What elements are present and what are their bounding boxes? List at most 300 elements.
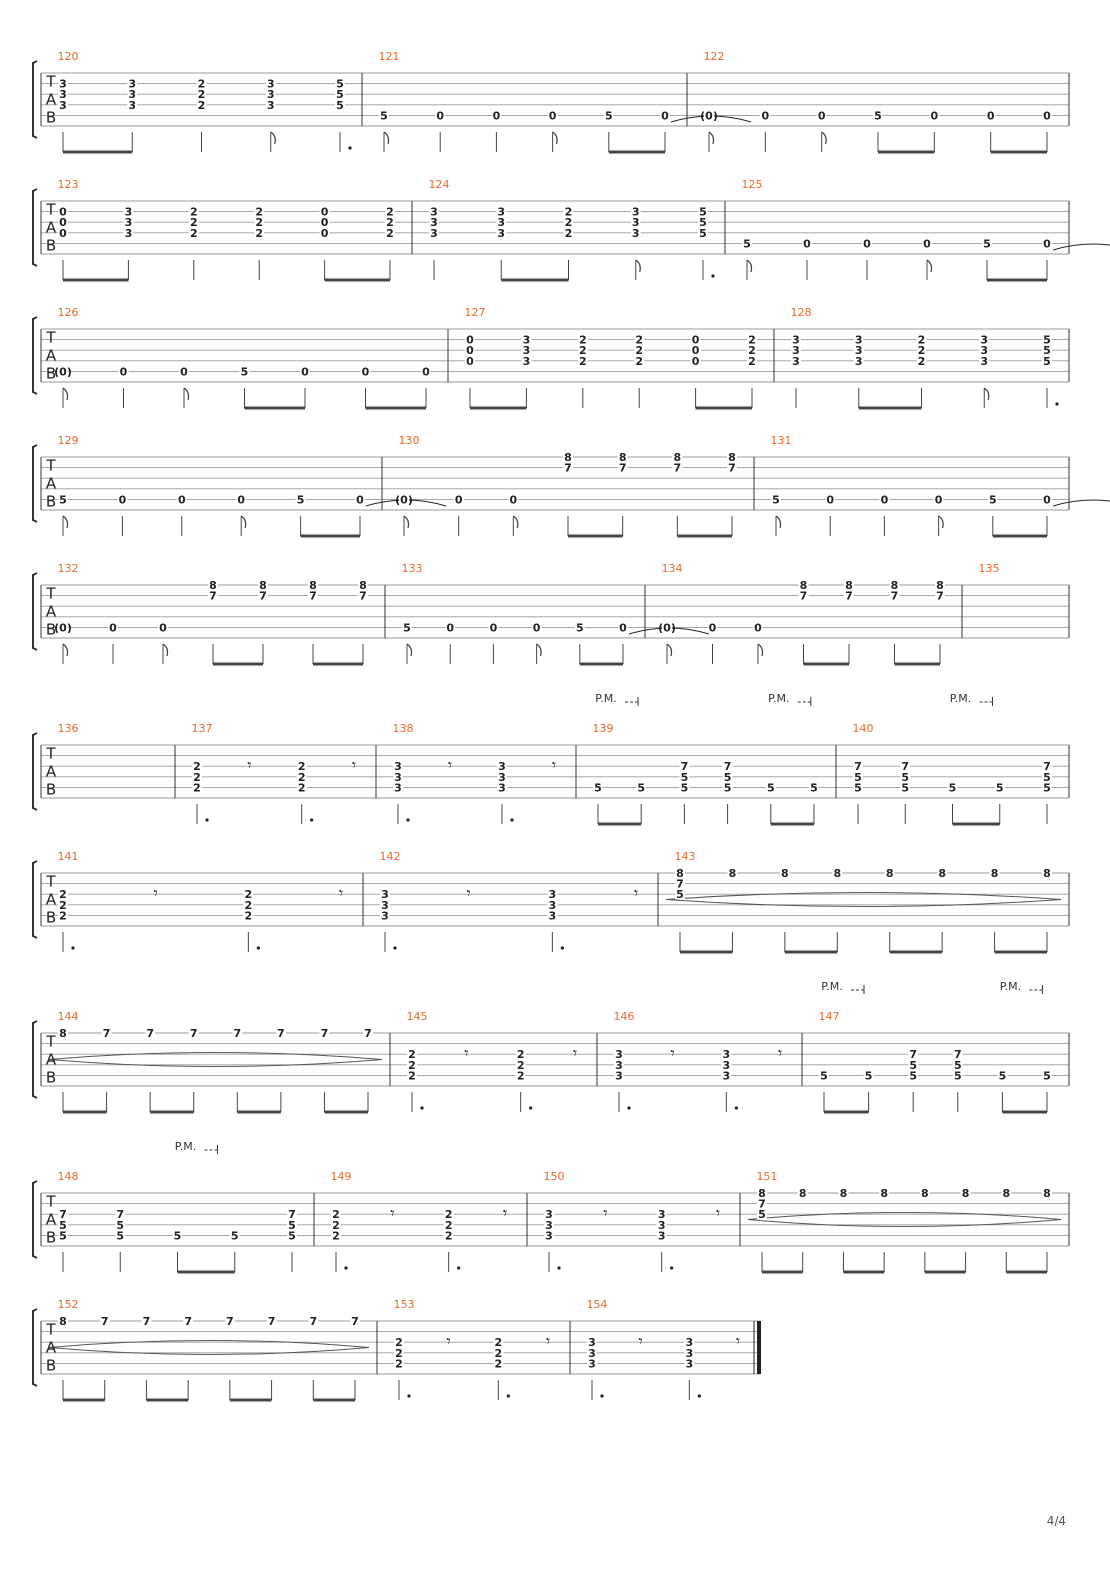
fret-number: 2 [332, 1218, 340, 1232]
fret-number: 0 [454, 493, 463, 507]
fret-number: 2 [408, 1058, 416, 1072]
fret-number: 5 [758, 1208, 766, 1222]
fret-number: 8 [728, 451, 736, 464]
fret-number: 0 [548, 109, 557, 123]
fret-number: 3 [381, 888, 389, 902]
fret-number: 5 [810, 781, 818, 795]
fret-number: 3 [631, 205, 640, 219]
fret-number: 8 [1002, 1187, 1011, 1200]
measure-number: 149 [330, 1170, 352, 1183]
fret-number: 7 [1043, 760, 1051, 774]
tab-clef-letter: A [45, 890, 57, 909]
fret-number: 2 [197, 98, 206, 112]
duration-dot [406, 818, 409, 821]
fret-number: 3 [588, 1336, 596, 1350]
system-bracket [33, 1021, 37, 1098]
eighth-rest: 𝄾 [735, 1331, 741, 1351]
fret-number: 5 [680, 770, 689, 784]
fret-number: 7 [142, 1315, 151, 1328]
fret-number: 3 [854, 333, 863, 347]
fret-number: 0 [436, 109, 445, 123]
fret-number: 8 [1043, 867, 1051, 880]
fret-number: (0) [700, 109, 718, 123]
fret-number: 0 [422, 365, 430, 379]
eighth-flag [667, 644, 672, 656]
fret-number: 8 [890, 579, 899, 592]
sustain-curve [49, 1053, 382, 1060]
eighth-rest: 𝄾 [338, 883, 344, 903]
fret-number: 0 [986, 109, 995, 123]
fret-number: 2 [635, 344, 644, 358]
fret-number: 8 [845, 579, 853, 592]
fret-number: 7 [845, 589, 853, 603]
fret-number: 8 [359, 579, 367, 592]
eighth-flag [404, 516, 409, 528]
duration-dot [507, 1394, 510, 1397]
fret-number: 5 [336, 98, 344, 112]
fret-number: 3 [266, 88, 275, 102]
fret-number: 7 [288, 1208, 296, 1222]
measure-number: 121 [378, 50, 400, 63]
duration-dot [205, 818, 208, 821]
eighth-rest: 𝄾 [633, 883, 639, 903]
fret-number: 2 [255, 205, 264, 219]
fret-number: 3 [266, 98, 275, 112]
fret-number: 5 [116, 1229, 125, 1243]
eighth-flag [63, 388, 68, 400]
eighth-rest: 𝄾 [153, 883, 158, 903]
fret-number: 2 [395, 1357, 403, 1371]
system-bracket [33, 189, 37, 266]
fret-number: 2 [386, 205, 394, 219]
fret-number: 7 [364, 1027, 372, 1040]
fret-number: 0 [1043, 237, 1051, 251]
fret-number: 0 [1043, 493, 1051, 507]
fret-number: 0 [754, 621, 762, 635]
fret-number: 7 [277, 1027, 285, 1040]
tab-clef-letter: B [45, 236, 57, 255]
fret-number: 2 [635, 333, 644, 347]
fret-number: 3 [657, 1208, 666, 1222]
tab-clef-letter: A [45, 474, 57, 493]
fret-number: 3 [657, 1229, 666, 1243]
fret-number: 8 [799, 579, 808, 592]
tab-clef-letter: A [45, 602, 57, 621]
fret-number: 5 [948, 781, 957, 795]
staff-system [33, 317, 1069, 408]
fret-number: 2 [59, 909, 67, 923]
fret-number: 0 [466, 333, 474, 347]
fret-number: 8 [936, 579, 944, 592]
fret-number: 7 [102, 1027, 111, 1040]
fret-number: 2 [564, 226, 573, 240]
tab-clef-letter: B [45, 492, 57, 511]
sustain-curve [49, 1341, 369, 1348]
fret-number: 3 [657, 1218, 666, 1232]
fret-number: 2 [189, 216, 198, 230]
fret-number: 7 [953, 1048, 962, 1062]
fret-number: 7 [100, 1315, 109, 1328]
fret-number: 0 [59, 205, 67, 219]
fret-number: 0 [109, 621, 117, 635]
fret-number: 2 [444, 1229, 453, 1243]
sustain-curve [666, 893, 1061, 900]
fret-number: 2 [332, 1208, 340, 1222]
fret-number: 2 [444, 1218, 453, 1232]
tab-clef-letter: B [45, 780, 57, 799]
measure-number: 145 [406, 1010, 428, 1023]
fret-number: 8 [938, 867, 946, 880]
eighth-flag [822, 132, 827, 144]
fret-number: 0 [880, 493, 889, 507]
eighth-rest: 𝄾 [638, 1331, 643, 1351]
system-bracket [33, 317, 37, 394]
fret-number: 3 [722, 1048, 731, 1062]
fret-number: 7 [936, 589, 944, 603]
fret-number: 3 [980, 354, 989, 368]
fret-number: 0 [930, 109, 939, 123]
fret-number: 5 [953, 1058, 962, 1072]
duration-dot [529, 1106, 532, 1109]
eighth-rest: 𝄾 [777, 1043, 783, 1063]
eighth-flag [407, 644, 412, 656]
fret-number: 2 [255, 216, 264, 230]
fret-number: 5 [901, 781, 910, 795]
measure-number: 136 [57, 722, 79, 735]
fret-number: 0 [817, 109, 826, 123]
fret-number: 2 [395, 1336, 403, 1350]
fret-number: 3 [381, 898, 389, 912]
fret-number: 8 [798, 1187, 807, 1200]
fret-number: 5 [336, 77, 344, 91]
fret-number: 3 [545, 1208, 553, 1222]
fret-number: 3 [854, 344, 863, 358]
fret-number: 8 [59, 1315, 67, 1328]
measure-number: 125 [741, 178, 763, 191]
fret-number: 8 [758, 1187, 766, 1200]
fret-number: 5 [594, 781, 602, 795]
duration-dot [420, 1106, 423, 1109]
fret-number: 3 [497, 216, 506, 230]
fret-number: 0 [159, 621, 167, 635]
fret-number: 2 [564, 216, 573, 230]
fret-number: 3 [685, 1336, 694, 1350]
fret-number: 2 [494, 1346, 503, 1360]
fret-number: 3 [792, 354, 800, 368]
measure-number: 130 [398, 434, 420, 447]
fret-number: 3 [588, 1357, 596, 1371]
fret-number: 8 [961, 1187, 970, 1200]
fret-number: 3 [722, 1069, 731, 1083]
fret-number: 3 [124, 205, 133, 219]
tie-arc [1053, 244, 1110, 250]
fret-number: 2 [516, 1069, 525, 1083]
tab-clef-letter: A [45, 90, 57, 109]
system-bracket [33, 1181, 37, 1258]
fret-number: 5 [336, 88, 344, 102]
fret-number: 3 [498, 781, 506, 795]
tab-clef-letter: B [45, 364, 57, 383]
fret-number: 2 [494, 1357, 503, 1371]
fret-number: 0 [320, 216, 329, 230]
fret-number: 2 [635, 354, 644, 368]
fret-number: 3 [615, 1048, 623, 1062]
fret-number: 7 [259, 589, 267, 603]
fret-number: 5 [766, 781, 775, 795]
measure-number: 140 [852, 722, 874, 735]
fret-number: 5 [874, 109, 882, 123]
fret-number: 7 [618, 461, 627, 475]
measure-number: 142 [379, 850, 401, 863]
palm-mute-label: P.M. [949, 692, 972, 705]
fret-number: 5 [575, 621, 584, 635]
fret-number: 5 [901, 770, 910, 784]
eighth-flag [709, 132, 714, 144]
fret-number: 7 [116, 1208, 125, 1222]
fret-number: 2 [244, 888, 253, 902]
measure-number: 151 [756, 1170, 778, 1183]
tab-clef-letter: A [45, 762, 57, 781]
eighth-rest: 𝄾 [545, 1331, 551, 1351]
fret-number: 0 [923, 237, 931, 251]
fret-number: 8 [839, 1187, 848, 1200]
fret-number: 8 [618, 451, 627, 464]
palm-mute-label: P.M. [821, 980, 843, 993]
fret-number: 3 [128, 77, 137, 91]
fret-number: 8 [833, 867, 842, 880]
fret-number: 2 [193, 781, 201, 795]
eighth-flag [747, 260, 752, 272]
eighth-flag [939, 516, 944, 528]
tab-clef-letter: T [46, 456, 56, 475]
fret-number: 3 [615, 1058, 623, 1072]
fret-number: 8 [728, 867, 737, 880]
sustain-curve [748, 1220, 1061, 1227]
fret-number: 2 [516, 1048, 525, 1062]
fret-number: 5 [743, 237, 751, 251]
tab-clef-letter: B [45, 108, 57, 127]
eighth-flag [758, 644, 763, 656]
duration-dot [735, 1106, 738, 1109]
fret-number: 0 [59, 216, 67, 230]
fret-number: 7 [226, 1315, 234, 1328]
fret-number: 2 [917, 344, 926, 358]
duration-dot [71, 946, 74, 949]
measure-number: 123 [57, 178, 79, 191]
eighth-flag [513, 516, 518, 528]
fret-number: 0 [492, 109, 501, 123]
fret-number: 3 [394, 781, 402, 795]
eighth-rest: 𝄾 [466, 883, 471, 903]
tab-clef-letter: T [46, 1192, 56, 1211]
fret-number: 3 [59, 77, 67, 91]
fret-number: 3 [631, 226, 640, 240]
eighth-flag [63, 644, 68, 656]
fret-number: 0 [118, 493, 127, 507]
eighth-rest: 𝄾 [446, 1331, 451, 1351]
eighth-rest: 𝄾 [715, 1203, 721, 1223]
eighth-flag [384, 132, 389, 144]
fret-number: 5 [288, 1218, 296, 1232]
eighth-flag [163, 644, 168, 656]
fret-number: 8 [209, 579, 217, 592]
fret-number: 7 [676, 877, 684, 891]
fret-number: 2 [386, 226, 394, 240]
fret-number: 3 [980, 333, 989, 347]
fret-number: 3 [266, 77, 275, 91]
fret-number: 3 [394, 760, 402, 774]
fret-number: 0 [826, 493, 835, 507]
duration-dot [627, 1106, 630, 1109]
eighth-rest: 𝄾 [390, 1203, 395, 1223]
tab-clef-letter: T [46, 200, 56, 219]
fret-number: 5 [772, 493, 780, 507]
tab-clef-letter: T [46, 1320, 56, 1339]
fret-number: 8 [990, 867, 999, 880]
staff-system [33, 61, 1069, 152]
fret-number: (0) [54, 365, 72, 379]
fret-number: 8 [259, 579, 267, 592]
eighth-flag [553, 132, 558, 144]
fret-number: 2 [59, 898, 67, 912]
fret-number: 0 [509, 493, 518, 507]
fret-number: 5 [909, 1058, 918, 1072]
measure-number: 135 [978, 562, 1000, 575]
fret-number: 2 [748, 344, 756, 358]
fret-number: 3 [980, 344, 989, 358]
eighth-flag [63, 516, 68, 528]
fret-number: (0) [395, 493, 413, 507]
measure-number: 143 [674, 850, 696, 863]
fret-number: 7 [723, 760, 732, 774]
eighth-rest: 𝄾 [603, 1203, 608, 1223]
measure-number: 144 [57, 1010, 79, 1023]
fret-number: 2 [564, 205, 573, 219]
duration-dot [393, 946, 396, 949]
fret-number: 5 [604, 109, 613, 123]
fret-number: 3 [497, 205, 506, 219]
fret-number: 3 [548, 909, 557, 923]
palm-mute-label: P.M. [999, 980, 1022, 993]
fret-number: 8 [676, 867, 684, 880]
eighth-flag [776, 516, 781, 528]
staff-system [33, 573, 1069, 664]
fret-number: 5 [699, 226, 707, 240]
fret-number: 3 [631, 216, 640, 230]
sustain-curve [666, 900, 1061, 907]
fret-number: 2 [578, 333, 587, 347]
eighth-rest: 𝄾 [247, 755, 252, 775]
eighth-rest: 𝄾 [551, 755, 557, 775]
fret-number: 5 [1043, 333, 1051, 347]
eighth-rest: 𝄾 [670, 1043, 675, 1063]
eighth-rest: 𝄾 [572, 1043, 578, 1063]
fret-number: 5 [864, 1069, 873, 1083]
fret-number: 0 [934, 493, 943, 507]
fret-number: 2 [408, 1048, 416, 1062]
measure-number: 120 [57, 50, 79, 63]
fret-number: 5 [953, 1069, 962, 1083]
measure-number: 153 [393, 1298, 415, 1311]
fret-number: 3 [498, 770, 506, 784]
measure-number: 147 [818, 1010, 840, 1023]
fret-number: 0 [691, 344, 700, 358]
fret-number: 5 [820, 1069, 828, 1083]
fret-number: 0 [761, 109, 770, 123]
fret-number: 0 [180, 365, 188, 379]
duration-dot [457, 1266, 460, 1269]
duration-dot [344, 1266, 347, 1269]
fret-number: 7 [309, 589, 317, 603]
tab-clef-letter: B [45, 908, 57, 927]
fret-number: 5 [230, 1229, 239, 1243]
measure-number: 154 [586, 1298, 608, 1311]
fret-number: 5 [680, 781, 689, 795]
tab-clef-letter: T [46, 1032, 56, 1051]
fret-number: 3 [59, 98, 67, 112]
fret-number: 5 [1043, 781, 1051, 795]
fret-number: 7 [728, 461, 736, 475]
eighth-flag [184, 388, 189, 400]
eighth-flag [537, 644, 542, 656]
fret-number: 2 [444, 1208, 453, 1222]
measure-number: 141 [57, 850, 79, 863]
fret-number: 5 [699, 205, 707, 219]
fret-number: 2 [748, 354, 756, 368]
fret-number: 8 [564, 451, 572, 464]
eighth-flag [241, 516, 246, 528]
fret-number: 5 [173, 1229, 182, 1243]
fret-number: 2 [578, 354, 587, 368]
measure-number: 127 [464, 306, 486, 319]
eighth-rest: 𝄾 [351, 755, 357, 775]
fret-number: 3 [430, 205, 438, 219]
fret-number: 5 [676, 888, 684, 902]
duration-dot [510, 818, 513, 821]
fret-number: 7 [209, 589, 217, 603]
tab-clef-letter: T [46, 328, 56, 347]
fret-number: (0) [54, 621, 72, 635]
fret-number: 2 [917, 354, 926, 368]
measure-number: 146 [613, 1010, 635, 1023]
measure-number: 129 [57, 434, 79, 447]
palm-mute-label: P.M. [595, 692, 617, 705]
eighth-flag [636, 260, 641, 272]
tab-clef-letter: B [45, 620, 57, 639]
fret-number: 5 [995, 781, 1004, 795]
fret-number: 0 [466, 344, 474, 358]
tab-clef-letter: A [45, 1338, 57, 1357]
measure-number: 134 [661, 562, 683, 575]
fret-number: 7 [564, 461, 572, 475]
measure-number: 126 [57, 306, 79, 319]
tie-arc [1053, 500, 1110, 506]
tab-clef-letter: B [45, 1356, 57, 1375]
fret-number: 5 [983, 237, 991, 251]
fret-number: 0 [691, 354, 700, 368]
fret-number: 2 [244, 909, 253, 923]
fret-number: 7 [359, 589, 367, 603]
fret-number: 3 [430, 226, 438, 240]
fret-number: 3 [381, 909, 389, 923]
tab-clef-letter: T [46, 584, 56, 603]
fret-number: 5 [59, 1229, 67, 1243]
fret-number: 3 [498, 760, 506, 774]
fret-number: 0 [691, 333, 700, 347]
measure-number: 148 [57, 1170, 79, 1183]
eighth-flag [984, 388, 989, 400]
fret-number: 7 [320, 1027, 329, 1040]
